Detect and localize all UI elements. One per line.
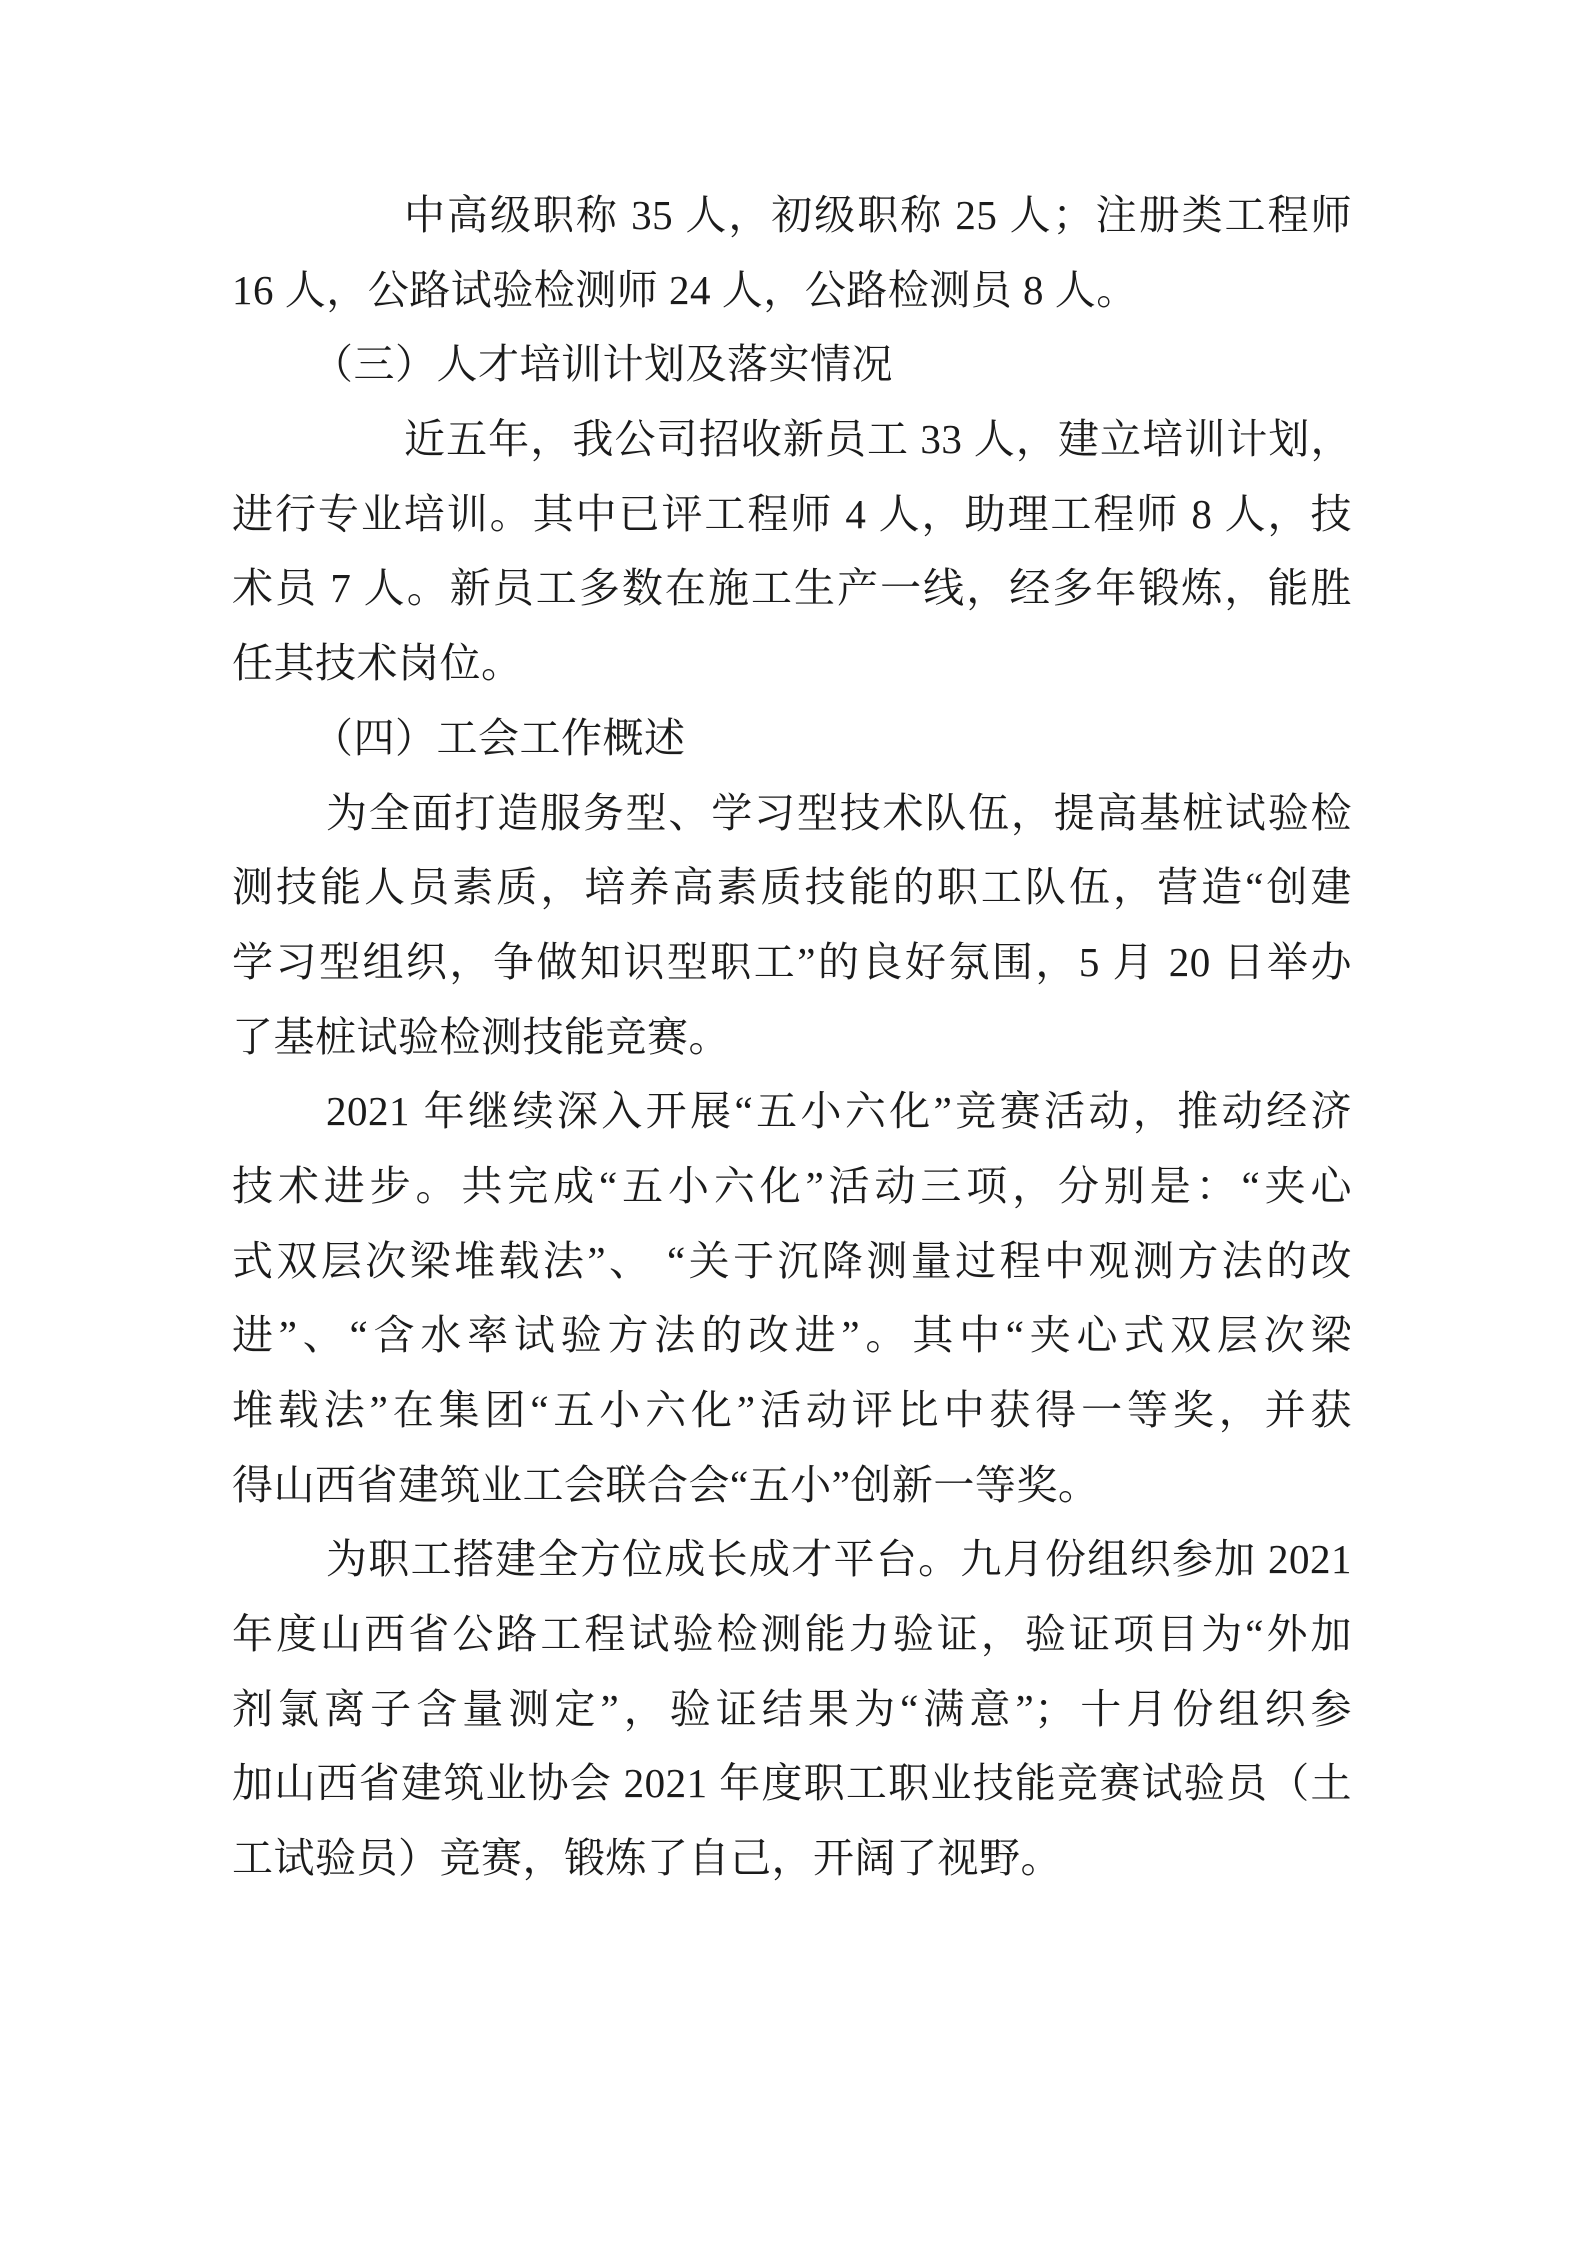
text-line-5: 进行专业培训。其中已评工程师 4 人，助理工程师 8 人，技	[232, 490, 1352, 537]
text-line-14: 技术进步。共完成“五小六化”活动三项，分别是：“夹心	[232, 1162, 1352, 1209]
text-line-17: 堆载法”在集团“五小六化”活动评比中获得一等奖，并获	[232, 1387, 1352, 1433]
text-line-13: 2021 年继续深入开展“五小六化”竞赛活动，推动经济	[326, 1088, 1352, 1135]
text-line-19: 为职工搭建全方位成长成才平台。九月份组织参加 2021	[326, 1536, 1352, 1583]
text-line-16: 进”、“含水率试验方法的改进”。其中“夹心式双层次梁	[232, 1312, 1352, 1359]
text-line-8: （四）工会工作概述	[312, 714, 686, 761]
text-line-9: 为全面打造服务型、学习型技术队伍，提高基桩试验检	[326, 789, 1352, 836]
text-line-10: 测技能人员素质，培养高素质技能的职工队伍，营造“创建	[232, 864, 1352, 911]
text-line-18: 得山西省建筑业工会联合会“五小”创新一等奖。	[232, 1461, 1100, 1508]
text-line-11: 学习型组织，争做知识型职工”的良好氛围，5 月 20 日举办	[232, 938, 1352, 985]
text-line-21: 剂氯离子含量测定”，验证结果为“满意”；十月份组织参	[232, 1685, 1352, 1732]
text-line-23: 工试验员）竞赛，锻炼了自己，开阔了视野。	[232, 1835, 1062, 1882]
text-line-22: 加山西省建筑业协会 2021 年度职工职业技能竞赛试验员（土	[232, 1760, 1352, 1807]
text-line-12: 了基桩试验检测技能竞赛。	[232, 1013, 730, 1060]
text-line-3: （三）人才培训计划及落实情况	[312, 341, 893, 388]
text-line-7: 任其技术岗位。	[232, 640, 523, 687]
text-line-2: 16 人，公路试验检测师 24 人，公路检测员 8 人。	[232, 266, 1138, 313]
document-text-column	[232, 178, 1352, 1896]
text-line-4: 近五年，我公司招收新员工 33 人，建立培训计划，	[404, 416, 1352, 463]
text-line-15: 式双层次梁堆载法”、 “关于沉降测量过程中观测方法的改	[232, 1237, 1352, 1284]
text-line-1: 中高级职称 35 人，初级职称 25 人；注册类工程师	[404, 192, 1352, 238]
text-line-6: 术员 7 人。新员工多数在施工生产一线，经多年锻炼，能胜	[232, 565, 1352, 612]
text-line-20: 年度山西省公路工程试验检测能力验证，验证项目为“外加	[232, 1611, 1352, 1658]
